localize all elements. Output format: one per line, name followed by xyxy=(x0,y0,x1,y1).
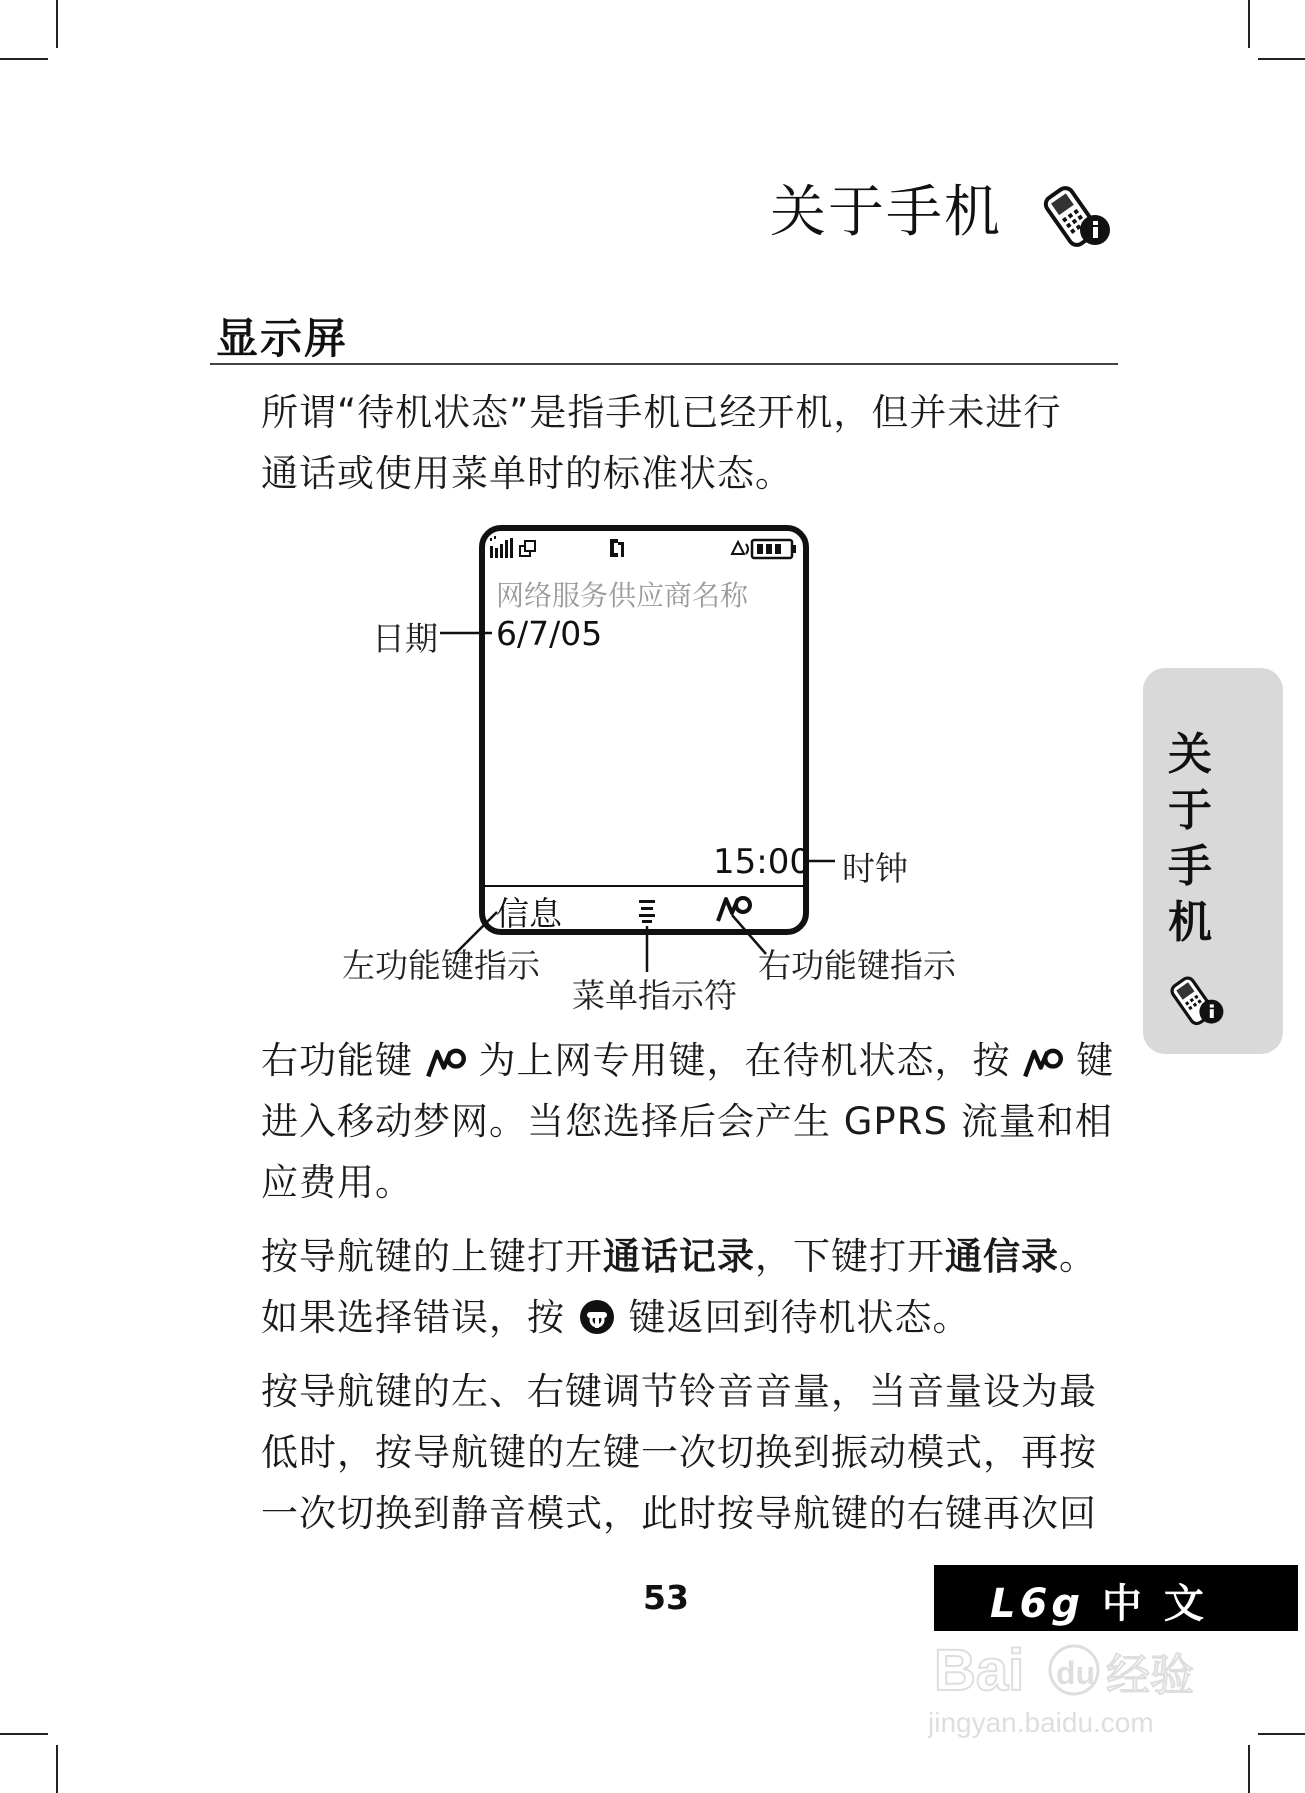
screen-date: 6/7/05 xyxy=(496,614,603,653)
internet-key-paragraph xyxy=(261,1030,1119,1213)
mobile-internet-icon xyxy=(1023,1045,1063,1079)
paragraph-line: 按导航键的上键打开通话记录，下键打开通信录。 xyxy=(261,1235,1097,1278)
end-key-icon xyxy=(578,1298,616,1336)
provider-name: 网络服务供应商名称 xyxy=(496,579,749,612)
callout-menu-indicator: 菜单指示符 xyxy=(572,976,737,1015)
watermark-logo xyxy=(928,1632,1208,1742)
side-tab-char: 机 xyxy=(1168,897,1212,948)
callout-left-softkey: 左功能键指示 xyxy=(342,946,540,985)
paragraph-line: 右功能键 为上网专用键，在待机状态，按 键 xyxy=(261,1039,1115,1082)
phone-info-icon xyxy=(1166,970,1228,1026)
svg-text:du: du xyxy=(1056,1655,1096,1691)
model-name: L6g xyxy=(990,1581,1084,1627)
callout-right-softkey: 右功能键指示 xyxy=(758,946,956,985)
page-number: 53 xyxy=(643,1578,689,1617)
paragraph-line: 如果选择错误，按 键返回到待机状态。 xyxy=(261,1296,971,1339)
svg-text:Bai: Bai xyxy=(934,1638,1025,1703)
paragraph-line: 按导航键的左、右键调节铃音音量，当音量设为最 xyxy=(261,1370,1097,1413)
callout-date: 日期 xyxy=(372,619,438,658)
model-label xyxy=(990,1572,1208,1629)
callout-clock: 时钟 xyxy=(842,849,908,888)
chapter-title: 关于手机 xyxy=(770,180,1002,245)
svg-text:jingyan.baidu.com: jingyan.baidu.com xyxy=(928,1707,1154,1738)
paragraph-line: 应费用。 xyxy=(261,1161,413,1204)
language-label: 中 文 xyxy=(1101,1581,1208,1627)
svg-text:经验: 经验 xyxy=(1106,1650,1194,1701)
side-tab-char: 关 xyxy=(1168,729,1212,780)
call-log-term: 通话记录 xyxy=(603,1235,755,1278)
left-softkey-label: 信息 xyxy=(496,894,562,933)
phonebook-term: 通信录 xyxy=(945,1235,1059,1278)
navigation-paragraph xyxy=(261,1226,1119,1348)
paragraph-line: 低时，按导航键的左键一次切换到振动模式，再按 xyxy=(261,1431,1097,1474)
side-tab-char: 于 xyxy=(1168,785,1212,836)
section-heading: 显示屏 xyxy=(216,314,349,363)
intro-line: 通话或使用菜单时的标准状态。 xyxy=(261,452,793,495)
mobile-internet-icon xyxy=(426,1045,466,1079)
paragraph-line: 一次切换到静音模式，此时按导航键的右键再次回 xyxy=(261,1492,1097,1535)
volume-paragraph xyxy=(261,1361,1119,1544)
paragraph-line: 进入移动梦网。当您选择后会产生 GPRS 流量和相 xyxy=(261,1100,1113,1143)
side-tab-char: 手 xyxy=(1168,841,1212,892)
screen-clock: 15:00 xyxy=(713,842,811,882)
intro-line: 所谓“待机状态”是指手机已经开机，但并未进行 xyxy=(261,391,1062,434)
